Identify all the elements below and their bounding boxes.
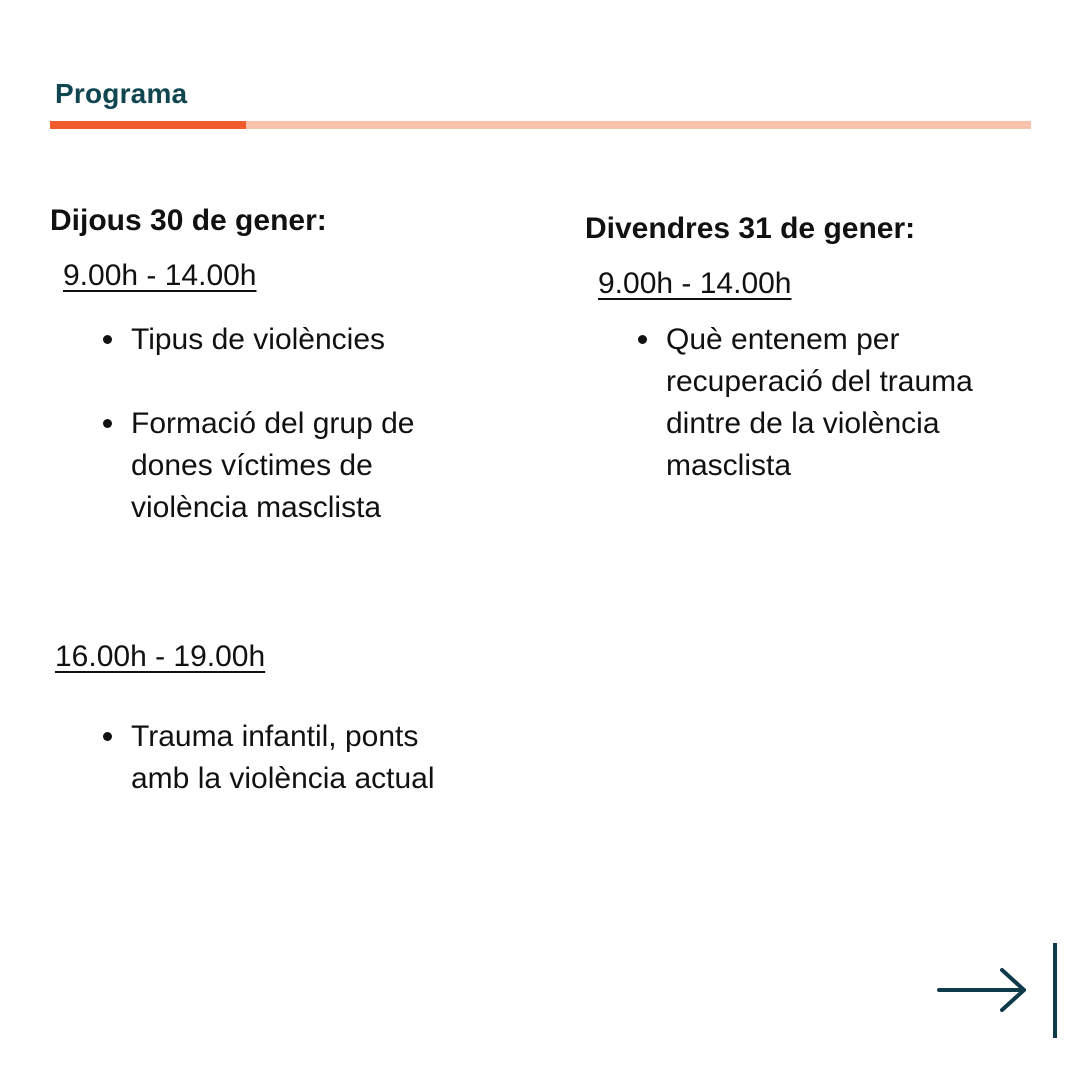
list-item-text: Formació del grup de dones víctimes de violència masclista — [131, 407, 415, 524]
day-title-thursday: Dijous 30 de gener: — [50, 204, 327, 237]
progress-fill — [50, 121, 246, 129]
bullet-icon — [638, 335, 647, 344]
time-slot-friday-morning: 9.00h - 14.00h — [598, 267, 792, 300]
list-item — [638, 319, 1013, 487]
bullet-icon — [103, 419, 112, 428]
time-slot-thursday-morning: 9.00h - 14.00h — [63, 259, 257, 292]
list-item-text: Què entenem per recuperació del trauma dintre de la violència masclista — [666, 323, 973, 482]
next-slide-button[interactable] — [936, 960, 1032, 1020]
bullet-icon — [103, 732, 112, 741]
session-list-thursday-morning — [103, 319, 483, 529]
day-title-friday: Divendres 31 de gener: — [585, 212, 916, 245]
list-item — [103, 716, 483, 800]
time-slot-thursday-afternoon: 16.00h - 19.00h — [55, 640, 266, 673]
arrow-right-icon — [936, 960, 1032, 1020]
list-item — [103, 319, 483, 361]
list-item — [103, 403, 483, 529]
page-title: Programa — [55, 78, 188, 109]
list-item-text: Trauma infantil, ponts amb la violència actual — [131, 720, 435, 795]
list-item-text: Tipus de violències — [131, 323, 386, 356]
divider-bar — [1053, 943, 1057, 1038]
session-list-thursday-afternoon — [103, 716, 483, 800]
session-list-friday-morning — [638, 319, 1013, 487]
bullet-icon — [103, 335, 112, 344]
